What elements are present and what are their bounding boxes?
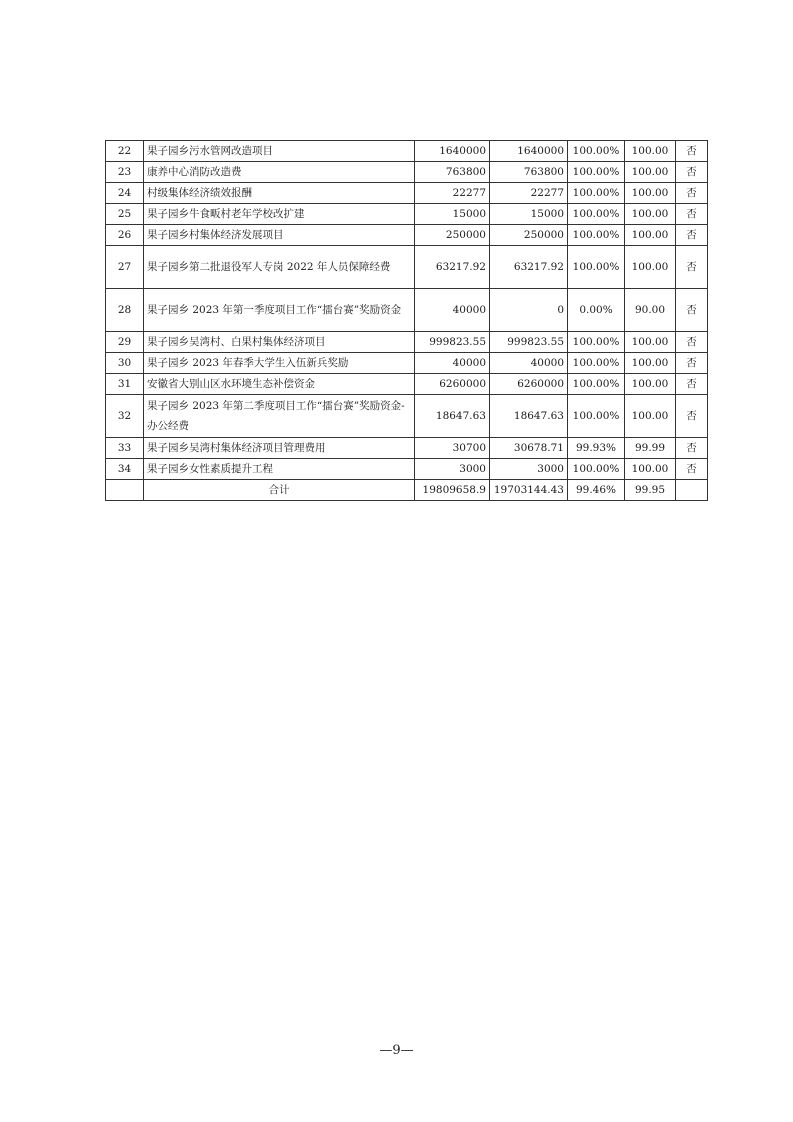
actual-amount: 63217.92 <box>490 246 568 289</box>
score-value: 100.00 <box>625 246 676 289</box>
table-row <box>106 438 708 459</box>
budget-amount: 1640000 <box>415 141 490 162</box>
flag-value: 否 <box>676 332 708 353</box>
project-name: 果子园乡 2023 年第二季度项目工作“擂台赛”奖励资金-办公经费 <box>144 395 415 438</box>
flag-value: 否 <box>676 141 708 162</box>
execution-rate: 100.00% <box>568 183 625 204</box>
row-index: 26 <box>106 225 144 246</box>
project-name: 安徽省大别山区水环境生态补偿资金 <box>144 374 415 395</box>
total-score: 99.95 <box>625 480 676 501</box>
execution-rate: 100.00% <box>568 395 625 438</box>
execution-rate: 100.00% <box>568 246 625 289</box>
budget-amount: 6260000 <box>415 374 490 395</box>
table-row <box>106 162 708 183</box>
budget-amount: 250000 <box>415 225 490 246</box>
score-value: 99.99 <box>625 438 676 459</box>
row-index: 25 <box>106 204 144 225</box>
budget-amount: 999823.55 <box>415 332 490 353</box>
row-index: 29 <box>106 332 144 353</box>
table-row <box>106 183 708 204</box>
row-index: 33 <box>106 438 144 459</box>
total-label: 合计 <box>144 480 415 501</box>
score-value: 100.00 <box>625 395 676 438</box>
row-index: 27 <box>106 246 144 289</box>
actual-amount: 6260000 <box>490 374 568 395</box>
project-name: 果子园乡吴湾村集体经济项目管理费用 <box>144 438 415 459</box>
row-index: 24 <box>106 183 144 204</box>
total-budget: 19809658.9 <box>415 480 490 501</box>
actual-amount: 763800 <box>490 162 568 183</box>
table-row <box>106 395 708 438</box>
flag-value: 否 <box>676 162 708 183</box>
table-row <box>106 459 708 480</box>
execution-rate: 99.93% <box>568 438 625 459</box>
score-value: 100.00 <box>625 183 676 204</box>
actual-amount: 250000 <box>490 225 568 246</box>
budget-amount: 3000 <box>415 459 490 480</box>
flag-value: 否 <box>676 246 708 289</box>
execution-rate: 100.00% <box>568 374 625 395</box>
row-index: 30 <box>106 353 144 374</box>
flag-value: 否 <box>676 438 708 459</box>
score-value: 100.00 <box>625 141 676 162</box>
total-rate: 99.46% <box>568 480 625 501</box>
score-value: 100.00 <box>625 332 676 353</box>
project-table <box>105 140 708 501</box>
execution-rate: 100.00% <box>568 459 625 480</box>
score-value: 100.00 <box>625 204 676 225</box>
actual-amount: 30678.71 <box>490 438 568 459</box>
actual-amount: 15000 <box>490 204 568 225</box>
execution-rate: 0.00% <box>568 289 625 332</box>
execution-rate: 100.00% <box>568 141 625 162</box>
budget-amount: 22277 <box>415 183 490 204</box>
budget-amount: 40000 <box>415 289 490 332</box>
score-value: 100.00 <box>625 162 676 183</box>
flag-value: 否 <box>676 353 708 374</box>
execution-rate: 100.00% <box>568 162 625 183</box>
project-name: 果子园乡污水管网改造项目 <box>144 141 415 162</box>
row-index: 23 <box>106 162 144 183</box>
budget-amount: 40000 <box>415 353 490 374</box>
total-flag-cell <box>676 480 708 501</box>
row-index: 28 <box>106 289 144 332</box>
table-row <box>106 374 708 395</box>
execution-rate: 100.00% <box>568 332 625 353</box>
table-row <box>106 332 708 353</box>
flag-value: 否 <box>676 183 708 204</box>
budget-amount: 30700 <box>415 438 490 459</box>
row-index: 31 <box>106 374 144 395</box>
project-name: 果子园乡牛食畈村老年学校改扩建 <box>144 204 415 225</box>
execution-rate: 100.00% <box>568 353 625 374</box>
flag-value: 否 <box>676 459 708 480</box>
table-total-row <box>106 480 708 501</box>
actual-amount: 3000 <box>490 459 568 480</box>
flag-value: 否 <box>676 395 708 438</box>
score-value: 100.00 <box>625 353 676 374</box>
score-value: 100.00 <box>625 225 676 246</box>
execution-rate: 100.00% <box>568 225 625 246</box>
actual-amount: 999823.55 <box>490 332 568 353</box>
budget-amount: 15000 <box>415 204 490 225</box>
budget-amount: 18647.63 <box>415 395 490 438</box>
table-row <box>106 225 708 246</box>
actual-amount: 22277 <box>490 183 568 204</box>
flag-value: 否 <box>676 225 708 246</box>
project-name: 果子园乡第二批退役军人专岗 2022 年人员保障经费 <box>144 246 415 289</box>
actual-amount: 0 <box>490 289 568 332</box>
total-actual: 19703144.43 <box>490 480 568 501</box>
total-index-cell <box>106 480 144 501</box>
row-index: 34 <box>106 459 144 480</box>
table-row <box>106 353 708 374</box>
project-name: 果子园乡女性素质提升工程 <box>144 459 415 480</box>
actual-amount: 18647.63 <box>490 395 568 438</box>
project-name: 果子园乡 2023 年春季大学生入伍新兵奖励 <box>144 353 415 374</box>
row-index: 22 <box>106 141 144 162</box>
actual-amount: 1640000 <box>490 141 568 162</box>
table-row <box>106 246 708 289</box>
score-value: 90.00 <box>625 289 676 332</box>
page-number: —9— <box>379 1043 414 1058</box>
execution-rate: 100.00% <box>568 204 625 225</box>
table-row <box>106 141 708 162</box>
table-body <box>106 141 708 501</box>
table-row <box>106 289 708 332</box>
project-name: 村级集体经济绩效报酬 <box>144 183 415 204</box>
table-row <box>106 204 708 225</box>
budget-amount: 63217.92 <box>415 246 490 289</box>
budget-amount: 763800 <box>415 162 490 183</box>
score-value: 100.00 <box>625 459 676 480</box>
flag-value: 否 <box>676 289 708 332</box>
project-name: 果子园乡 2023 年第一季度项目工作“擂台赛”奖励资金 <box>144 289 415 332</box>
project-name: 康养中心消防改造费 <box>144 162 415 183</box>
flag-value: 否 <box>676 374 708 395</box>
row-index: 32 <box>106 395 144 438</box>
flag-value: 否 <box>676 204 708 225</box>
score-value: 100.00 <box>625 374 676 395</box>
project-name: 果子园乡吴湾村、白果村集体经济项目 <box>144 332 415 353</box>
actual-amount: 40000 <box>490 353 568 374</box>
project-name: 果子园乡村集体经济发展项目 <box>144 225 415 246</box>
